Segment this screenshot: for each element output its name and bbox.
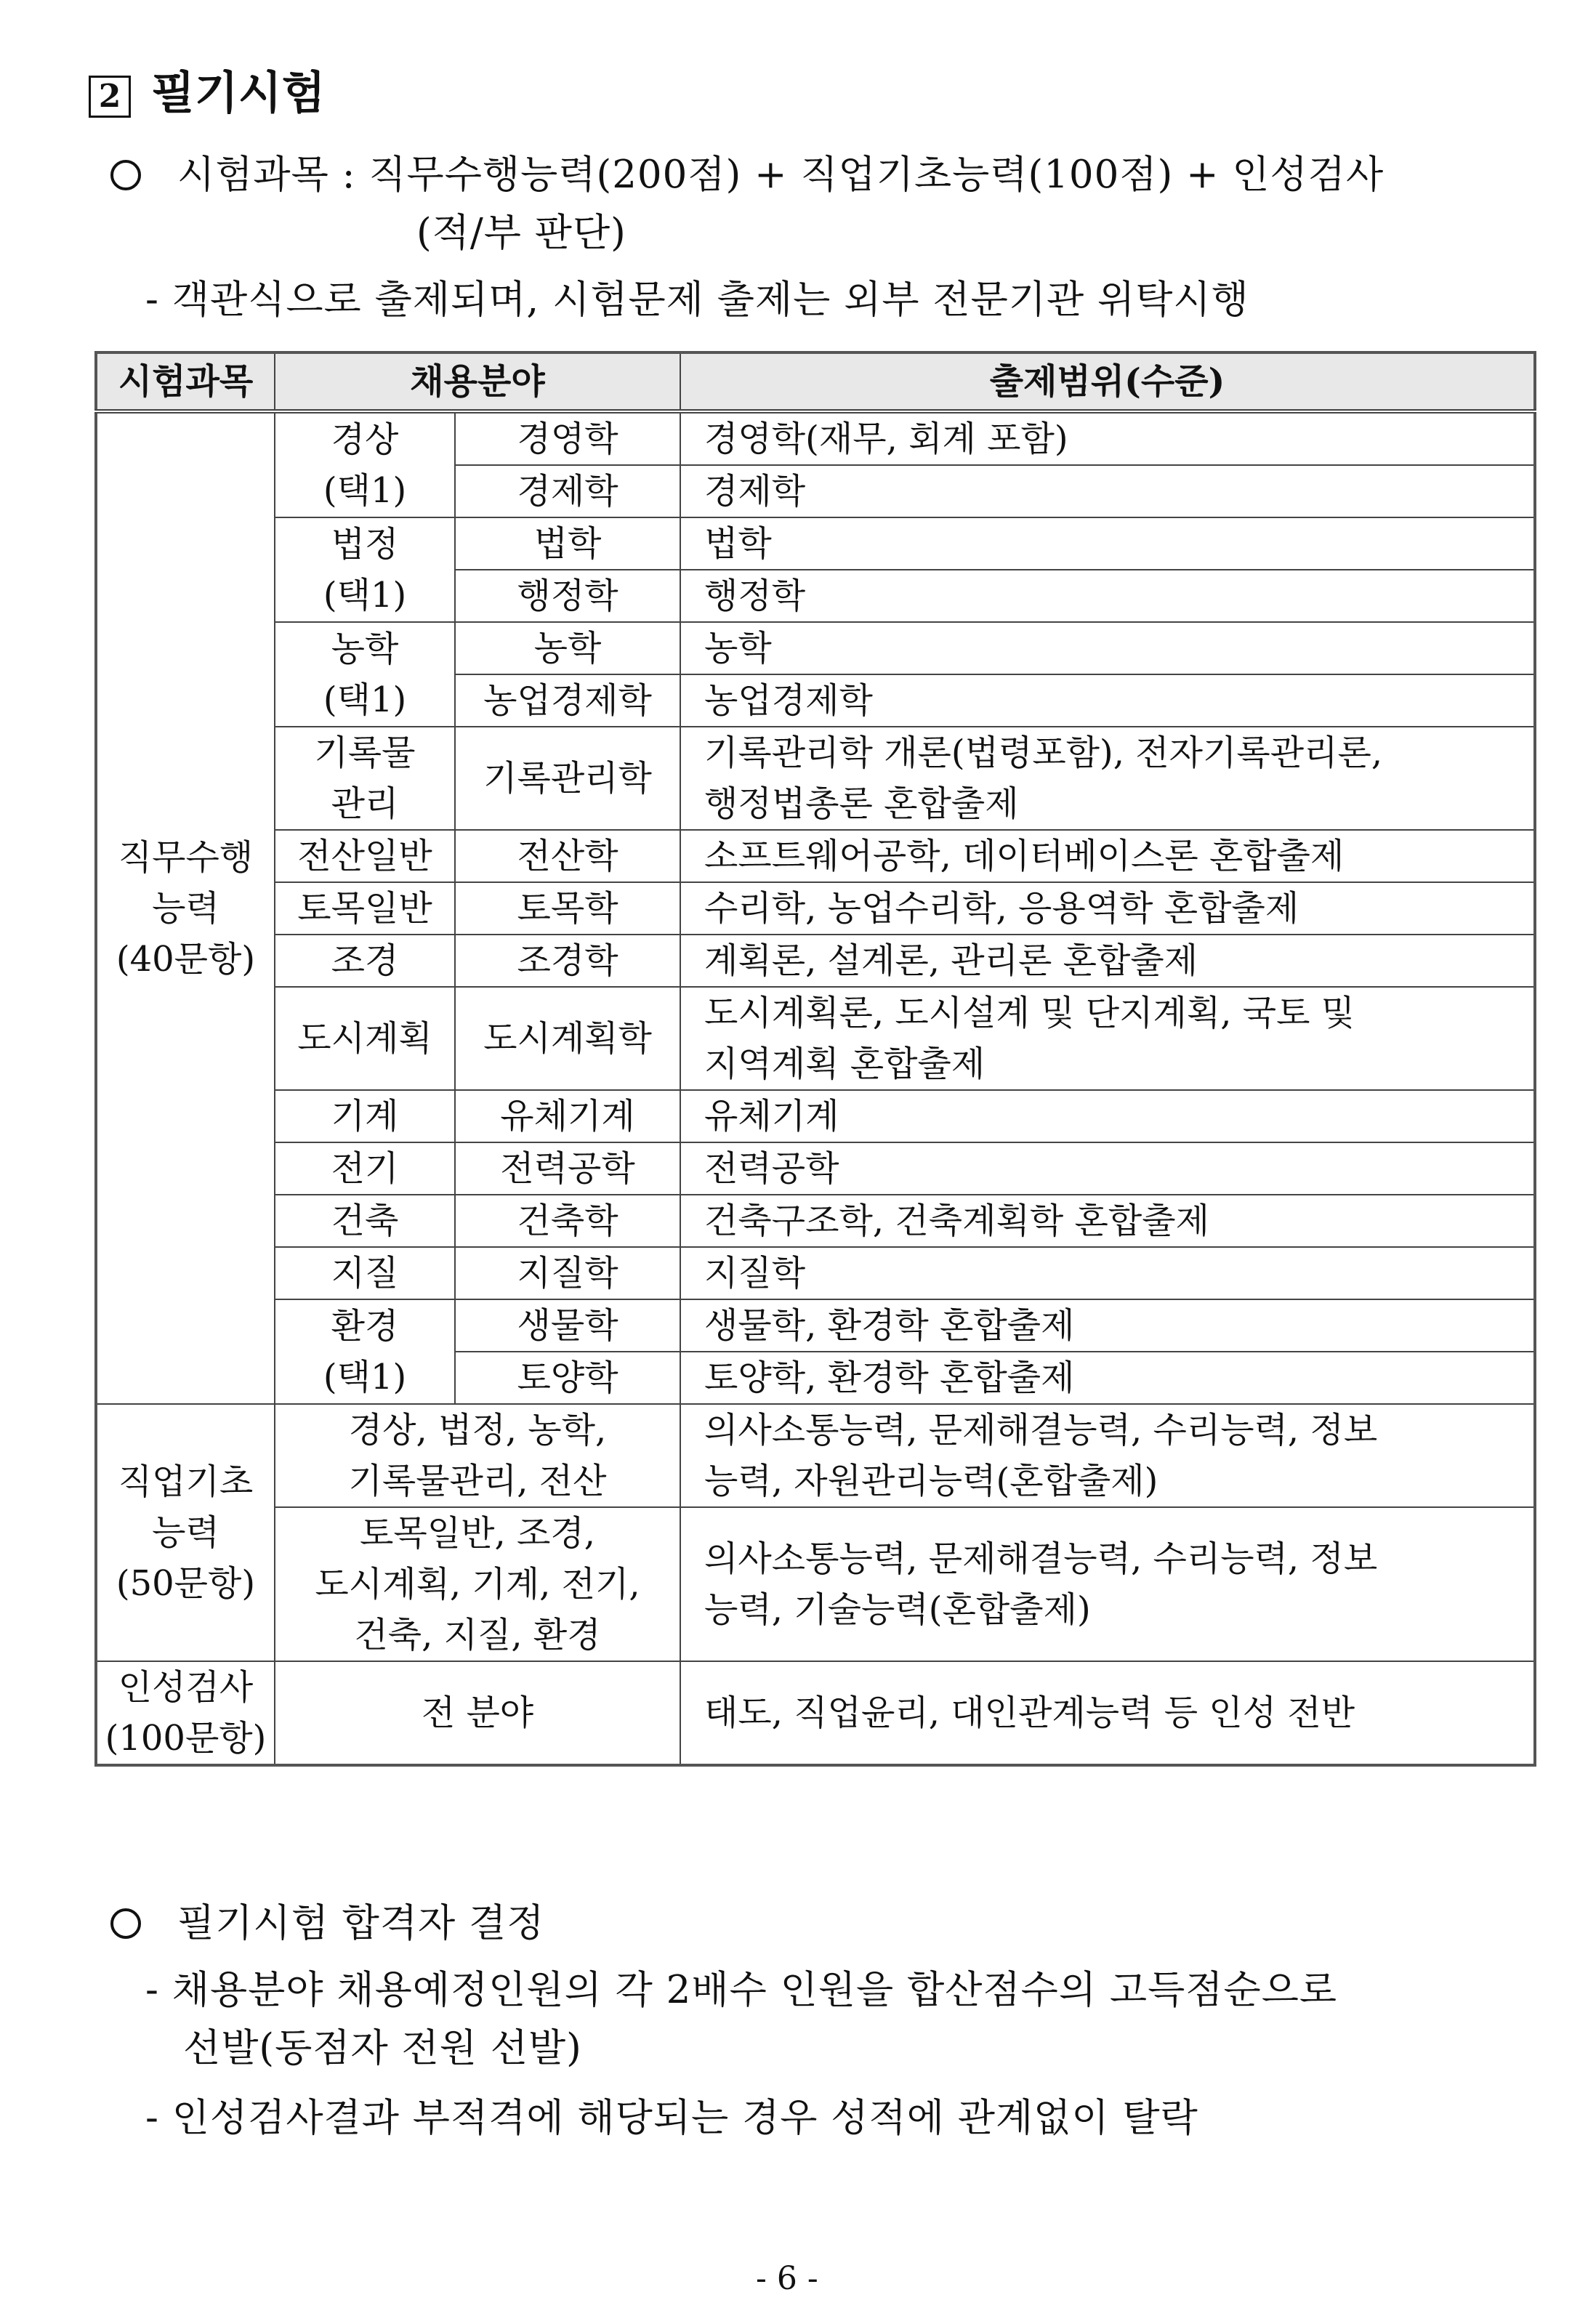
table-row bbox=[96, 830, 1535, 882]
group-cell: 법정 (택1) bbox=[275, 517, 455, 622]
table-row bbox=[96, 882, 1535, 935]
section-number-box: 2 bbox=[89, 76, 131, 118]
subfield-cell: 조경학 bbox=[455, 935, 680, 987]
header-subject: 시험과목 bbox=[96, 352, 275, 411]
scope-cell: 지질학 bbox=[680, 1247, 1535, 1299]
scope-cell: 소프트웨어공학, 데이터베이스론 혼합출제 bbox=[680, 830, 1535, 882]
pass-heading: 필기시험 합격자 결정 bbox=[177, 1901, 545, 1945]
scope-cell: 생물학, 환경학 혼합출제 bbox=[680, 1299, 1535, 1352]
scope-cell: 농업경제학 bbox=[680, 674, 1535, 727]
subfield-cell: 행정학 bbox=[455, 570, 680, 622]
group-cell: 전기 bbox=[275, 1142, 455, 1195]
scope-cell: 계획론, 설계론, 관리론 혼합출제 bbox=[680, 935, 1535, 987]
subjects-text: 시험과목 : 직무수행능력(200점) + 직업기초능력(100점) + 인성검사 bbox=[177, 153, 1384, 197]
subfield-cell: 경영학 bbox=[455, 411, 680, 465]
pass-line1: - 채용분야 채용예정인원의 각 2배수 인원을 합산점수의 고득점순으로 bbox=[145, 1968, 1338, 2012]
scope-cell: 태도, 직업윤리, 대인관계능력 등 인성 전반 bbox=[680, 1661, 1535, 1765]
subfield-cell: 전력공학 bbox=[455, 1142, 680, 1195]
table-row bbox=[96, 1247, 1535, 1299]
exam-table bbox=[94, 351, 1536, 1767]
table-row bbox=[96, 1661, 1535, 1765]
subfield-cell: 건축학 bbox=[455, 1195, 680, 1247]
table-row bbox=[96, 1195, 1535, 1247]
table-row bbox=[96, 411, 1535, 465]
header-field: 채용분야 bbox=[275, 352, 680, 411]
scope-cell: 의사소통능력, 문제해결능력, 수리능력, 정보 능력, 자원관리능력(혼합출제) bbox=[680, 1404, 1535, 1507]
personality-count: (100문항) bbox=[105, 1718, 267, 1759]
group-cell: 도시계획 bbox=[275, 987, 455, 1090]
table-row bbox=[96, 1404, 1535, 1507]
group-cell: 기록물 관리 bbox=[275, 727, 455, 830]
basic-ability-cell bbox=[96, 1404, 275, 1661]
table-row bbox=[96, 1507, 1535, 1661]
table-row bbox=[96, 935, 1535, 987]
subfield-cell: 농학 bbox=[455, 622, 680, 674]
circle-bullet-icon bbox=[110, 1908, 141, 1939]
section-title: 필기시험 bbox=[151, 66, 326, 119]
job-ability-cell bbox=[96, 411, 275, 1404]
subjects-line bbox=[110, 144, 1384, 199]
basic-title2: 능력 bbox=[152, 1512, 219, 1553]
scope-cell: 수리학, 농업수리학, 응용역학 혼합출제 bbox=[680, 882, 1535, 935]
table-row bbox=[96, 1299, 1535, 1352]
personality-cell bbox=[96, 1661, 275, 1765]
circle-bullet-icon bbox=[110, 160, 141, 190]
scope-cell: 경제학 bbox=[680, 465, 1535, 517]
subfield-cell: 경제학 bbox=[455, 465, 680, 517]
table-row bbox=[96, 517, 1535, 570]
personality-title: 인성검사 bbox=[118, 1667, 254, 1708]
table-row bbox=[96, 1090, 1535, 1142]
group-cell: 조경 bbox=[275, 935, 455, 987]
subfield-cell: 기록관리학 bbox=[455, 727, 680, 830]
scope-cell: 농학 bbox=[680, 622, 1535, 674]
subfield-cell: 전산학 bbox=[455, 830, 680, 882]
scope-cell: 전력공학 bbox=[680, 1142, 1535, 1195]
table-row bbox=[96, 987, 1535, 1090]
scope-cell: 유체기계 bbox=[680, 1090, 1535, 1142]
scope-cell: 도시계획론, 도시설계 및 단지계획, 국토 및 지역계획 혼합출제 bbox=[680, 987, 1535, 1090]
basic-title: 직업기초 bbox=[118, 1461, 254, 1502]
job-count: (40문항) bbox=[116, 939, 256, 980]
scope-cell: 법학 bbox=[680, 517, 1535, 570]
pass-heading-line bbox=[110, 1892, 544, 1948]
table-row bbox=[96, 622, 1535, 674]
personality-field-cell: 전 분야 bbox=[275, 1661, 680, 1765]
scope-cell: 기록관리학 개론(법령포함), 전자기록관리론, 행정법총론 혼합출제 bbox=[680, 727, 1535, 830]
job-title: 직무수행능력 bbox=[118, 837, 254, 929]
subjects-cont: (적/부 판단) bbox=[416, 211, 626, 255]
header-scope: 출제범위(수준) bbox=[680, 352, 1535, 411]
scope-cell: 경영학(재무, 회계 포함) bbox=[680, 411, 1535, 465]
basic-count: (50문항) bbox=[116, 1563, 256, 1604]
subfield-cell: 지질학 bbox=[455, 1247, 680, 1299]
basic-field-cell: 토목일반, 조경, 도시계획, 기계, 전기, 건축, 지질, 환경 bbox=[275, 1507, 680, 1661]
subfield-cell: 생물학 bbox=[455, 1299, 680, 1352]
objective-note: - 객관식으로 출제되며, 시험문제 출제는 외부 전문기관 위탁시행 bbox=[145, 278, 1249, 322]
table-row bbox=[96, 727, 1535, 830]
subfield-cell: 토목학 bbox=[455, 882, 680, 935]
subfield-cell: 법학 bbox=[455, 517, 680, 570]
scope-cell: 건축구조학, 건축계획학 혼합출제 bbox=[680, 1195, 1535, 1247]
basic-field-cell: 경상, 법정, 농학, 기록물관리, 전산 bbox=[275, 1404, 680, 1507]
subfield-cell: 농업경제학 bbox=[455, 674, 680, 727]
section-heading bbox=[89, 57, 326, 121]
group-cell: 토목일반 bbox=[275, 882, 455, 935]
table-row bbox=[96, 1142, 1535, 1195]
pass-line1b: 선발(동점자 전원 선발) bbox=[183, 2026, 582, 2070]
group-cell: 농학 (택1) bbox=[275, 622, 455, 727]
subfield-cell: 토양학 bbox=[455, 1352, 680, 1404]
group-cell: 경상 (택1) bbox=[275, 411, 455, 517]
group-cell: 지질 bbox=[275, 1247, 455, 1299]
page-number: - 6 - bbox=[756, 2260, 818, 2297]
scope-cell: 의사소통능력, 문제해결능력, 수리능력, 정보 능력, 기술능력(혼합출제) bbox=[680, 1507, 1535, 1661]
scope-cell: 행정학 bbox=[680, 570, 1535, 622]
subfield-cell: 유체기계 bbox=[455, 1090, 680, 1142]
pass-line2: - 인성검사결과 부적격에 해당되는 경우 성적에 관계없이 탈락 bbox=[145, 2096, 1198, 2140]
scope-cell: 토양학, 환경학 혼합출제 bbox=[680, 1352, 1535, 1404]
subfield-cell: 도시계획학 bbox=[455, 987, 680, 1090]
group-cell: 전산일반 bbox=[275, 830, 455, 882]
table-header-row bbox=[96, 352, 1535, 411]
group-cell: 건축 bbox=[275, 1195, 455, 1247]
group-cell: 환경 (택1) bbox=[275, 1299, 455, 1404]
group-cell: 기계 bbox=[275, 1090, 455, 1142]
